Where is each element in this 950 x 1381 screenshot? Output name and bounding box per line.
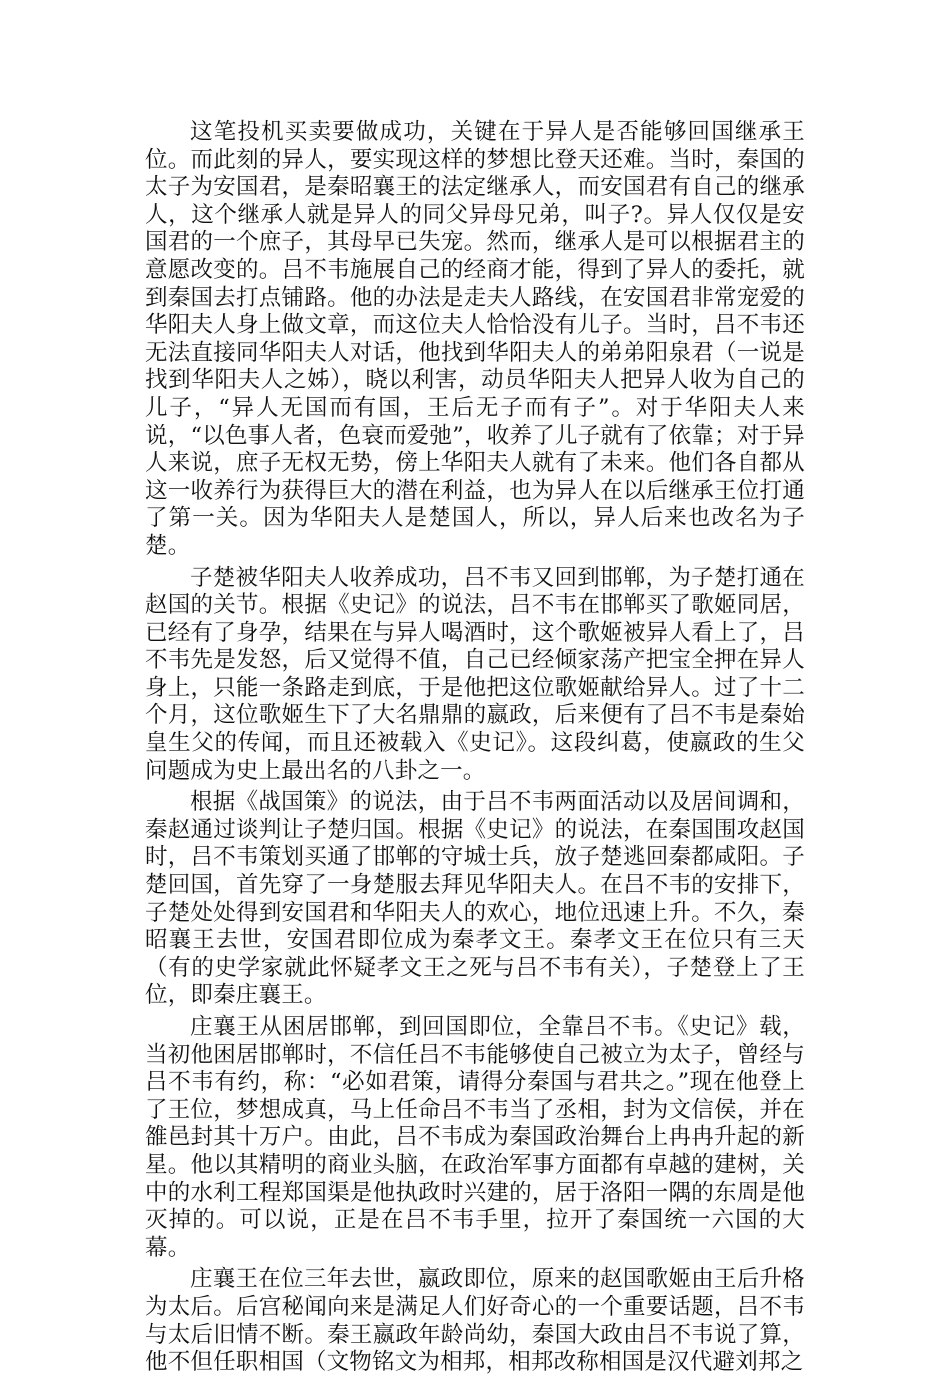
paragraph-3: 根据《战国策》的说法，由于吕不韦两面活动以及居间调和，秦赵通过谈判让子楚归国。根据《史记》的说法，在秦国围攻赵国时，吕不韦策划买通了邯郸的守城士兵，放子楚逃回秦都咸阳。子楚回国，首先穿了一身楚服去拜见华阳夫人。在吕不韦的安排下，子楚处处得到安国君和华阳夫人的欢心，地位迅速上升。不久，秦昭襄王去世，安国君即位成为秦孝文王。秦孝文王在位只有三天（有的史学家就此怀疑孝文王之死与吕不韦有关），子楚登上了王位，即秦庄襄王。 <box>145 789 805 1009</box>
paragraph-5: 庄襄王在位三年去世，嬴政即位，原来的赵国歌姬由王后升格为太后。后宫秘闻向来是满足人们好奇心的一个重要话题，吕不韦与太后旧情不断。秦王嬴政年龄尚幼，秦国大政由吕不韦说了算，他不但任职相国（文物铭文为相邦，相邦改称相国是汉代避刘邦之 <box>145 1266 805 1376</box>
paragraph-1: 这笔投机买卖要做成功，关键在于异人是否能够回国继承王位。而此刻的异人，要实现这样的梦想比登天还难。当时，秦国的太子为安国君，是秦昭襄王的法定继承人，而安国君有自己的继承人，这个继承人就是异人的同父异母兄弟，叫子?。异人仅仅是安国君的一个庶子，其母早已失宠。然而，继承人是可以根据君主的意愿改变的。吕不韦施展自己的经商才能，得到了异人的委托，就到秦国去打点铺路。他的办法是走夫人路线，在安国君非常宠爱的华阳夫人身上做文章，而这位夫人恰恰没有儿子。当时，吕不韦还无法直接同华阳夫人对话，他找到华阳夫人的弟弟阳泉君（一说是找到华阳夫人之姊），晓以利害，动员华阳夫人把异人收为自己的儿子，“异人无国而有国，王后无子而有子”。对于华阳夫人来说，“以色事人者，色衰而爱弛”，收养了儿子就有了依靠；对于异人来说，庶子无权无势，傍上华阳夫人就有了未来。他们各自都从这一收养行为获得巨大的潜在利益，也为异人在以后继承王位打通了第一关。因为华阳夫人是楚国人，所以，异人后来也改名为子楚。 <box>145 119 805 559</box>
paragraph-2: 子楚被华阳夫人收养成功，吕不韦又回到邯郸，为子楚打通在赵国的关节。根据《史记》的说法，吕不韦在邯郸买了歌姬同居，已经有了身孕，结果在与异人喝酒时，这个歌姬被异人看上了，吕不韦先是发怒，后又觉得不值，自己已经倾家荡产把宝全押在异人身上，只能一条路走到底，于是他把这位歌姬献给异人。过了十二个月，这位歌姬生下了大名鼎鼎的嬴政，后来便有了吕不韦是秦始皇生父的传闻，而且还被载入《史记》。这段纠葛，使嬴政的生父问题成为史上最出名的八卦之一。 <box>145 564 805 784</box>
document-body <box>145 119 805 1381</box>
paragraph-4: 庄襄王从困居邯郸，到回国即位，全靠吕不韦。《史记》载，当初他困居邯郸时，不信任吕不韦能够使自己被立为太子，曾经与吕不韦有约，称：“必如君策，请得分秦国与君共之。”现在他登上了王位，梦想成真，马上任命吕不韦当了丞相，封为文信侯，并在雒邑封其十万户。由此，吕不韦成为秦国政治舞台上冉冉升起的新星。他以其精明的商业头脑，在政治军事方面都有卓越的建树，关中的水利工程郑国渠是他执政时兴建的，居于洛阳一隅的东周是他灭掉的。可以说，正是在吕不韦手里，拉开了秦国统一六国的大幕。 <box>145 1014 805 1261</box>
